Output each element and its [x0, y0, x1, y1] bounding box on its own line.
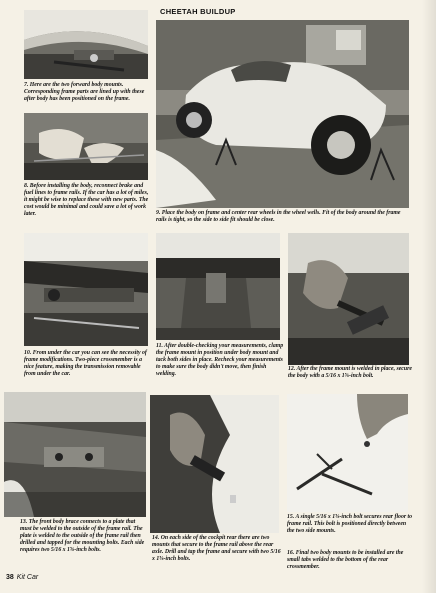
- caption-9: 9. Place the body on frame and center rear wheels in the wheel wells. Fit of the body around the frame rails is tight, so the side to side fit should be close.: [156, 210, 401, 223]
- caption-15: 15. A single 5/16 x 1⅝-inch bolt secures rear floor to frame rail. This bolt is positioned directly between the two side mounts.: [287, 514, 413, 534]
- caption-12: 12. After the frame mount is welded in place, secure the body with a 5/16 x 1⅝-inch bolt.: [288, 366, 412, 379]
- photo-12-secure-body-bolt: [288, 233, 409, 365]
- photo-14-cockpit-rear-mounts: [150, 395, 279, 533]
- caption-10: 10. From under the car you can see the necessity of frame modifications. Two-piece crossmember is a nice feature, making the transmission removable from under the car.: [24, 350, 147, 377]
- publication-name: Kit Car: [16, 574, 39, 581]
- photo-8-brake-fuel-lines: [24, 113, 148, 180]
- caption-16: 16. Final two body mounts to be installed are the small tabs welded to the bottom of the rear crossmember.: [287, 550, 404, 570]
- caption-13: 13. The front body brace connects to a plate that must be welded to the outside of the frame rail. The plate is welded to the outside of the frame rail then drilled and tapped for the mounting bolts. Each side requires two 5/16 x 1⅝-inch bolts.: [20, 519, 145, 553]
- photo-10-under-car: [24, 233, 148, 346]
- section-header: CHEETAH BUILDUP: [160, 7, 236, 16]
- page-footer: [6, 574, 38, 581]
- photo-7-forward-body-mounts: [24, 10, 148, 79]
- photo-15-rear-floor-bolt: [287, 394, 408, 512]
- caption-8: 8. Before installing the body, reconnect brake and fuel lines to frame rails. If the car has a lot of miles, it might be wise to replace these with new parts. The cost would be minimal and could save a lot of work later.: [24, 183, 149, 217]
- photo-9-body-on-frame: [156, 20, 409, 208]
- page-number: 38: [6, 574, 14, 581]
- caption-11: 11. After double-checking your measurements, clamp the frame mount in position under body mount and tack both sides in place. Recheck your measurements to make sure the body didn't move, then finish welding.: [156, 343, 284, 377]
- caption-7: 7. Here are the two forward body mounts. Corresponding frame parts are lined up with these after body has been positioned on the frame.: [24, 82, 145, 102]
- photo-11-clamp-frame-mount: [156, 233, 280, 340]
- caption-14: 14. On each side of the cockpit rear there are two mounts that secure to the frame rail above the rear axle. Drill and tap the frame and secure with two 5/16 x 1⅝-inch bolts.: [152, 535, 281, 562]
- photo-13-front-body-brace: [4, 392, 146, 517]
- page-edge-shadow: [422, 0, 436, 593]
